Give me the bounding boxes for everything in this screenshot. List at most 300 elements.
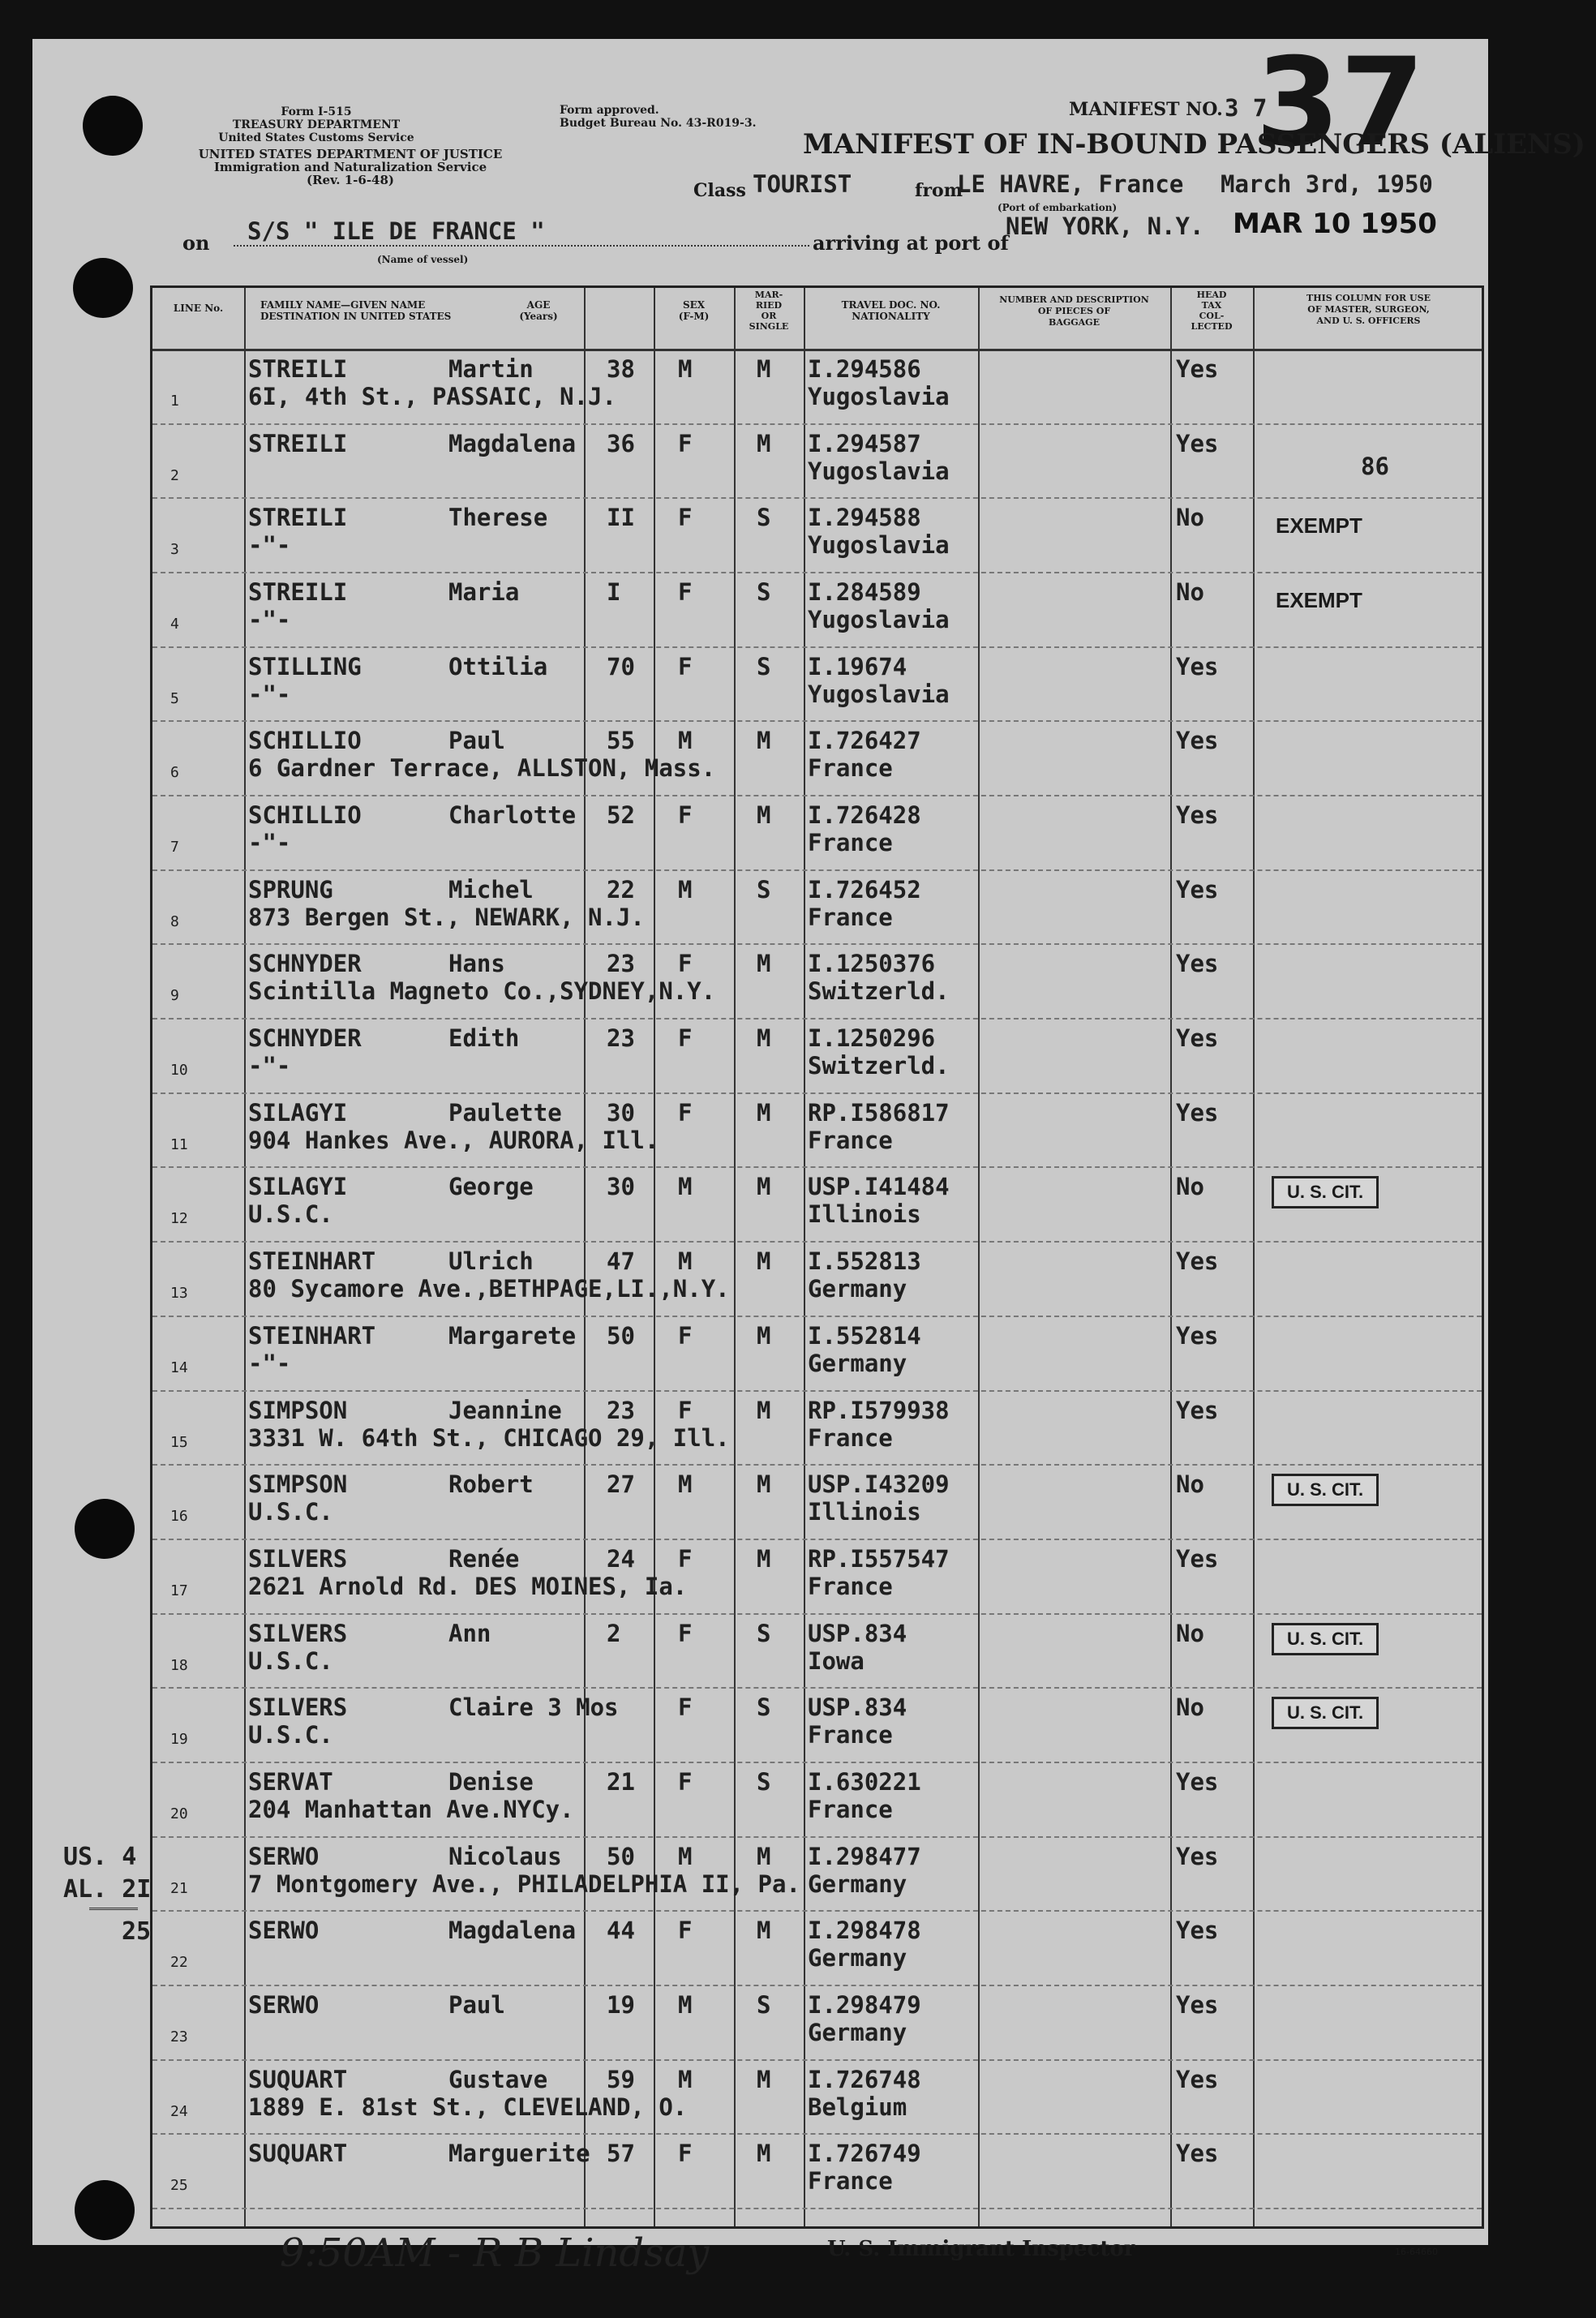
marital-status: M (757, 1396, 771, 1424)
marital-status: M (757, 801, 771, 830)
marital-status: M (757, 1173, 771, 1201)
head-tax: Yes (1176, 1098, 1219, 1127)
family-name: SILVERS (248, 1619, 348, 1647)
head-tax: No (1176, 1173, 1204, 1201)
travel-doc-no: I.294588 (808, 504, 921, 532)
sex: M (678, 727, 693, 755)
destination: U.S.C. (248, 1200, 333, 1229)
line-number: 21 (170, 1879, 188, 1897)
line-number: 13 (170, 1285, 188, 1303)
destination: 2621 Arnold Rd. DES MOINES, Ia. (248, 1572, 688, 1600)
destination: U.S.C. (248, 1498, 333, 1526)
age: 38 (607, 355, 635, 383)
nationality: France (808, 1572, 893, 1600)
line-number: 24 (170, 2102, 188, 2120)
family-name: STILLING (248, 652, 362, 680)
table-row (152, 1836, 1482, 1912)
marital-status: M (757, 727, 771, 755)
table-row (152, 1910, 1482, 1986)
travel-doc-no: USP.I41484 (808, 1173, 950, 1201)
head-tax: Yes (1176, 2065, 1219, 2093)
destination: -"- (248, 1349, 291, 1377)
us-total: US. 4 (63, 1843, 137, 1871)
stamped-page-number: 37 (1255, 32, 1425, 174)
family-name: SCHNYDER (248, 1024, 362, 1053)
header-name: FAMILY NAME—GIVEN NAME DESTINATION IN UNITED STATES (260, 299, 452, 322)
age: 23 (607, 1396, 635, 1424)
age: 23 (607, 1024, 635, 1053)
family-name: SUQUART (248, 2140, 348, 2168)
marital-status: S (757, 1767, 771, 1796)
ins-label: Immigration and Naturalization Service (213, 160, 487, 174)
head-tax: Yes (1176, 1024, 1219, 1053)
given-name: Ann (448, 1619, 491, 1647)
head-tax: Yes (1176, 1842, 1219, 1870)
destination: U.S.C. (248, 1646, 333, 1675)
approval-block (560, 104, 803, 130)
given-name: Ottilia (448, 652, 548, 680)
given-name: Magdalena (448, 429, 577, 457)
marital-status: M (757, 1544, 771, 1573)
line-number: 18 (170, 1656, 188, 1674)
total-rule (89, 1908, 138, 1910)
line-number: 16 (170, 1508, 188, 1526)
sex: M (678, 1470, 693, 1499)
age: 19 (607, 1990, 635, 2019)
head-tax: Yes (1176, 429, 1219, 457)
header-married: MAR- RIED OR SINGLE (749, 290, 789, 332)
revision-label: (Rev. 1-6-48) (306, 173, 395, 187)
head-tax: Yes (1176, 1321, 1219, 1350)
head-tax: Yes (1176, 727, 1219, 755)
destination: 204 Manhattan Ave.NYCy. (248, 1795, 574, 1823)
table-row (152, 2133, 1482, 2209)
marital-status: M (757, 1098, 771, 1127)
nationality: Germany (808, 1944, 907, 1972)
travel-doc-no: RP.I586817 (808, 1098, 950, 1127)
table-row (152, 1092, 1482, 1169)
punch-hole (75, 1499, 135, 1559)
marital-status: M (757, 2140, 771, 2168)
form-number: Form I-515 (281, 105, 352, 118)
line-number: 5 (170, 689, 179, 707)
travel-doc-no: I.284589 (808, 578, 921, 607)
family-name: SERVAT (248, 1767, 333, 1796)
destination: 3331 W. 64th St., CHICAGO 29, Ill. (248, 1423, 730, 1452)
travel-doc-no: USP.834 (808, 1693, 907, 1722)
nationality: France (808, 829, 893, 857)
table-row (152, 1687, 1482, 1763)
family-name: SILVERS (248, 1693, 348, 1722)
nationality: Iowa (808, 1646, 865, 1675)
table-row (152, 1166, 1482, 1243)
travel-doc-no: I.726748 (808, 2065, 921, 2093)
destination: 904 Hankes Ave., AURORA, Ill. (248, 1126, 659, 1154)
marital-status: M (757, 355, 771, 383)
line-number: 1 (170, 393, 179, 410)
family-name: SIMPSON (248, 1396, 348, 1424)
age: 44 (607, 1917, 635, 1945)
head-tax: Yes (1176, 875, 1219, 904)
alien-total: AL. 2I (63, 1875, 152, 1904)
form-id-block (187, 105, 446, 144)
given-name: Jeannine (448, 1396, 562, 1424)
header-age: AGE (Years) (519, 299, 558, 322)
age: 59 (607, 2065, 635, 2093)
head-tax: Yes (1176, 355, 1219, 383)
given-name: Paulette (448, 1098, 562, 1127)
given-name: Gustave (448, 2065, 548, 2093)
punch-hole (83, 96, 143, 156)
header-officer-use: THIS COLUMN FOR USE OF MASTER, SURGEON, AND U. S. OFFICERS (1306, 293, 1431, 326)
destination: 1889 E. 81st St., CLEVELAND, O. (248, 2093, 688, 2121)
line-number: 23 (170, 2028, 188, 2045)
nationality: Belgium (808, 2093, 907, 2121)
manifest-number-value: 3 7 (1225, 94, 1268, 122)
age: 22 (607, 875, 635, 904)
us-citizen-stamp: U. S. CIT. (1272, 1623, 1379, 1655)
line-number: 2 (170, 466, 179, 484)
travel-doc-no: I.294587 (808, 429, 921, 457)
given-name: Robert (448, 1470, 534, 1499)
travel-doc-no: I.630221 (808, 1767, 921, 1796)
table-row (152, 1316, 1482, 1392)
line-number: 3 (170, 541, 179, 559)
travel-doc-no: I.726452 (808, 875, 921, 904)
nationality: Yugoslavia (808, 606, 950, 634)
arrival-port: NEW YORK, N.Y. (1006, 212, 1204, 240)
age: 30 (607, 1098, 635, 1127)
age: 23 (607, 950, 635, 978)
family-name: SERWO (248, 1842, 320, 1870)
head-tax: Yes (1176, 801, 1219, 830)
header-head-tax: HEAD TAX COL- LECTED (1191, 290, 1233, 332)
class-label: Class (693, 180, 746, 201)
travel-doc-no: I.298479 (808, 1990, 921, 2019)
us-citizen-stamp: U. S. CIT. (1272, 1474, 1379, 1506)
table-row (152, 1539, 1482, 1615)
head-tax: Yes (1176, 950, 1219, 978)
travel-doc-no: I.726427 (808, 727, 921, 755)
grand-total: 25 (122, 1917, 152, 1946)
family-name: STREILI (248, 429, 348, 457)
marital-status: M (757, 429, 771, 457)
table-row (152, 349, 1482, 425)
punch-hole (75, 2180, 135, 2240)
sex: F (678, 1321, 693, 1350)
embarkation-date: March 3rd, 1950 (1221, 170, 1433, 198)
line-number: 8 (170, 912, 179, 930)
age: 36 (607, 429, 635, 457)
destination: U.S.C. (248, 1721, 333, 1749)
nationality: France (808, 1795, 893, 1823)
given-name: Magdalena (448, 1917, 577, 1945)
table-row (152, 1241, 1482, 1317)
from-label: from (915, 180, 963, 201)
marital-status: S (757, 1619, 771, 1647)
arriving-label: arriving at port of (813, 231, 1009, 255)
nationality: Germany (808, 2018, 907, 2046)
table-row (152, 795, 1482, 871)
us-citizen-stamp: U. S. CIT. (1272, 1176, 1379, 1208)
given-name: Claire 3 Mos (448, 1693, 619, 1722)
line-number: 10 (170, 1062, 188, 1080)
head-tax: No (1176, 1693, 1204, 1722)
embarkation-port: LE HAVRE, France (957, 170, 1184, 198)
sex: F (678, 1693, 693, 1722)
head-tax: No (1176, 1619, 1204, 1647)
vessel-caption: (Name of vessel) (377, 254, 469, 265)
manifest-number-label: MANIFEST NO. (1069, 99, 1223, 120)
given-name: Charlotte (448, 801, 577, 830)
sex: F (678, 1024, 693, 1053)
passenger-table (150, 285, 1484, 2229)
sex: M (678, 1990, 693, 2019)
line-number: 7 (170, 839, 179, 856)
family-name: SCHILLIO (248, 727, 362, 755)
line-number: 9 (170, 987, 179, 1005)
sex: M (678, 1842, 693, 1870)
agency-block (180, 148, 521, 187)
destination: Scintilla Magneto Co.,SYDNEY,N.Y. (248, 977, 716, 1006)
line-number: 22 (170, 1954, 188, 1972)
given-name: Marguerite (448, 2140, 590, 2168)
marital-status: S (757, 1990, 771, 2019)
age: 55 (607, 727, 635, 755)
table-row (152, 646, 1482, 723)
marital-status: M (757, 1470, 771, 1499)
age: 21 (607, 1767, 635, 1796)
head-tax: Yes (1176, 1990, 1219, 2019)
nationality: France (808, 2167, 893, 2196)
travel-doc-no: I.298478 (808, 1917, 921, 1945)
family-name: SCHNYDER (248, 950, 362, 978)
travel-doc-no: USP.I43209 (808, 1470, 950, 1499)
given-name: Paul (448, 1990, 505, 2019)
travel-doc-no: I.298477 (808, 1842, 921, 1870)
nationality: France (808, 1423, 893, 1452)
family-name: SPRUNG (248, 875, 333, 904)
marital-status: M (757, 1024, 771, 1053)
age: 50 (607, 1321, 635, 1350)
sex: F (678, 1619, 693, 1647)
family-name: SILAGYI (248, 1098, 348, 1127)
destination: 80 Sycamore Ave.,BETHPAGE,LI.,N.Y. (248, 1275, 730, 1303)
marital-status: S (757, 652, 771, 680)
given-name: Hans (448, 950, 505, 978)
table-row (152, 1390, 1482, 1466)
sex: M (678, 2065, 693, 2093)
table-row (152, 572, 1482, 648)
header-baggage: NUMBER AND DESCRIPTION OF PIECES OF BAGGAGE (999, 294, 1149, 328)
line-number: 19 (170, 1731, 188, 1749)
head-tax: Yes (1176, 1767, 1219, 1796)
nationality: Switzerld. (808, 977, 950, 1006)
family-name: STREILI (248, 355, 348, 383)
table-row (152, 423, 1482, 500)
given-name: Michel (448, 875, 534, 904)
table-body (152, 349, 1482, 2226)
age: 52 (607, 801, 635, 830)
age: 47 (607, 1247, 635, 1276)
table-row (152, 1613, 1482, 1689)
nationality: Yugoslavia (808, 383, 950, 410)
family-name: SILVERS (248, 1544, 348, 1573)
given-name: Margarete (448, 1321, 577, 1350)
port-embarkation-caption: (Port of embarkation) (998, 202, 1118, 213)
nationality: Illinois (808, 1200, 921, 1229)
travel-doc-no: RP.I557547 (808, 1544, 950, 1573)
customs-label: United States Customs Service (218, 131, 414, 144)
vessel-name: S/S " ILE DE FRANCE " (247, 217, 545, 245)
line-number: 14 (170, 1359, 188, 1376)
nationality: Yugoslavia (808, 457, 950, 485)
nationality: France (808, 1721, 893, 1749)
inspector-label: U. S. Immigrant Inspector (827, 2237, 1135, 2261)
travel-doc-no: I.552814 (808, 1321, 921, 1350)
head-tax: No (1176, 1470, 1204, 1499)
head-tax: No (1176, 504, 1204, 532)
nationality: Yugoslavia (808, 680, 950, 708)
officer-note: 86 (1361, 452, 1389, 480)
marital-status: S (757, 504, 771, 532)
family-name: SERWO (248, 1990, 320, 2019)
sex: F (678, 652, 693, 680)
travel-doc-no: RP.I579938 (808, 1396, 950, 1424)
nationality: Germany (808, 1869, 907, 1898)
arrival-date-stamp: MAR 10 1950 (1233, 208, 1437, 240)
destination: 6 Gardner Terrace, ALLSTON, Mass. (248, 754, 716, 783)
vessel-underline (234, 245, 809, 248)
marital-status: M (757, 2065, 771, 2093)
table-row (152, 1018, 1482, 1094)
sex: F (678, 1098, 693, 1127)
age: 2 (607, 1619, 621, 1647)
form-approved: Form approved. (560, 104, 659, 117)
travel-doc-no: I.726749 (808, 2140, 921, 2168)
travel-doc-no: I.552813 (808, 1247, 921, 1276)
given-name: Paul (448, 727, 505, 755)
sex: F (678, 950, 693, 978)
header-sex: SEX (F-M) (678, 299, 710, 322)
class-value: TOURIST (753, 170, 852, 198)
destination: 7 Montgomery Ave., PHILADELPHIA II, Pa. (248, 1869, 800, 1898)
table-row (152, 1985, 1482, 2061)
sex: F (678, 429, 693, 457)
family-name: SILAGYI (248, 1173, 348, 1201)
header-line-no: LINE No. (173, 303, 224, 314)
family-name: STREILI (248, 578, 348, 607)
table-row (152, 1762, 1482, 1838)
table-row (152, 497, 1482, 573)
travel-doc-no: I.19674 (808, 652, 907, 680)
given-name: Edith (448, 1024, 520, 1053)
given-name: George (448, 1173, 534, 1201)
travel-doc-no: USP.834 (808, 1619, 907, 1647)
family-name: SUQUART (248, 2065, 348, 2093)
treasury-label: TREASURY DEPARTMENT (232, 118, 401, 131)
line-number: 11 (170, 1135, 188, 1153)
destination: -"- (248, 1052, 291, 1080)
head-tax: Yes (1176, 1917, 1219, 1945)
marital-status: M (757, 1321, 771, 1350)
head-tax: Yes (1176, 1544, 1219, 1573)
destination: -"- (248, 680, 291, 708)
nationality: Germany (808, 1349, 907, 1377)
budget-bureau: Budget Bureau No. 43-R019-3. (560, 117, 757, 130)
line-number: 12 (170, 1210, 188, 1228)
nationality: Switzerld. (808, 1052, 950, 1080)
sex: M (678, 355, 693, 383)
given-name: Maria (448, 578, 520, 607)
table-header (152, 288, 1482, 351)
age: 30 (607, 1173, 635, 1201)
family-name: SIMPSON (248, 1470, 348, 1499)
age: 27 (607, 1470, 635, 1499)
head-tax: No (1176, 578, 1204, 607)
sex: F (678, 578, 693, 607)
header-travel-doc: TRAVEL DOC. NO. NATIONALITY (841, 299, 941, 322)
exempt-stamp: EXEMPT (1276, 588, 1362, 613)
marital-status: S (757, 875, 771, 904)
given-name: Nicolaus (448, 1842, 562, 1870)
marital-status: M (757, 1842, 771, 1870)
inspector-signature: 9:50AM - R B Lindsay (280, 2230, 710, 2276)
destination: 6I, 4th St., PASSAIC, N.J. (248, 383, 616, 410)
table-row (152, 943, 1482, 1019)
age: II (607, 504, 635, 532)
justice-label: UNITED STATES DEPARTMENT OF JUSTICE (198, 147, 503, 161)
line-number: 25 (170, 2177, 188, 2195)
marital-status: M (757, 1247, 771, 1276)
head-tax: Yes (1176, 652, 1219, 680)
marital-status: S (757, 1693, 771, 1722)
family-name: SCHILLIO (248, 801, 362, 830)
family-name: STREILI (248, 504, 348, 532)
sex: M (678, 1173, 693, 1201)
manifest-title: MANIFEST OF IN-BOUND PASSENGERS (ALIENS) (803, 128, 1585, 161)
age: 50 (607, 1842, 635, 1870)
us-citizen-stamp: U. S. CIT. (1272, 1697, 1379, 1729)
travel-doc-no: I.726428 (808, 801, 921, 830)
given-name: Renée (448, 1544, 520, 1573)
destination: -"- (248, 531, 291, 560)
table-row (152, 720, 1482, 796)
destination: 873 Bergen St., NEWARK, N.J. (248, 903, 645, 931)
nationality: France (808, 754, 893, 783)
on-label: on (182, 231, 210, 255)
head-tax: Yes (1176, 1247, 1219, 1276)
given-name: Denise (448, 1767, 534, 1796)
line-number: 17 (170, 1582, 188, 1599)
sex: F (678, 1544, 693, 1573)
table-row (152, 869, 1482, 946)
marital-status: M (757, 1917, 771, 1945)
marital-status: M (757, 950, 771, 978)
given-name: Ulrich (448, 1247, 534, 1276)
nationality: Illinois (808, 1498, 921, 1526)
family-name: STEINHART (248, 1321, 376, 1350)
line-number: 4 (170, 616, 179, 633)
line-number: 6 (170, 764, 179, 782)
sex: F (678, 2140, 693, 2168)
age: I (607, 578, 621, 607)
line-number: 20 (170, 1805, 188, 1822)
nationality: France (808, 903, 893, 931)
family-name: STEINHART (248, 1247, 376, 1276)
age: 24 (607, 1544, 635, 1573)
line-number: 15 (170, 1433, 188, 1451)
